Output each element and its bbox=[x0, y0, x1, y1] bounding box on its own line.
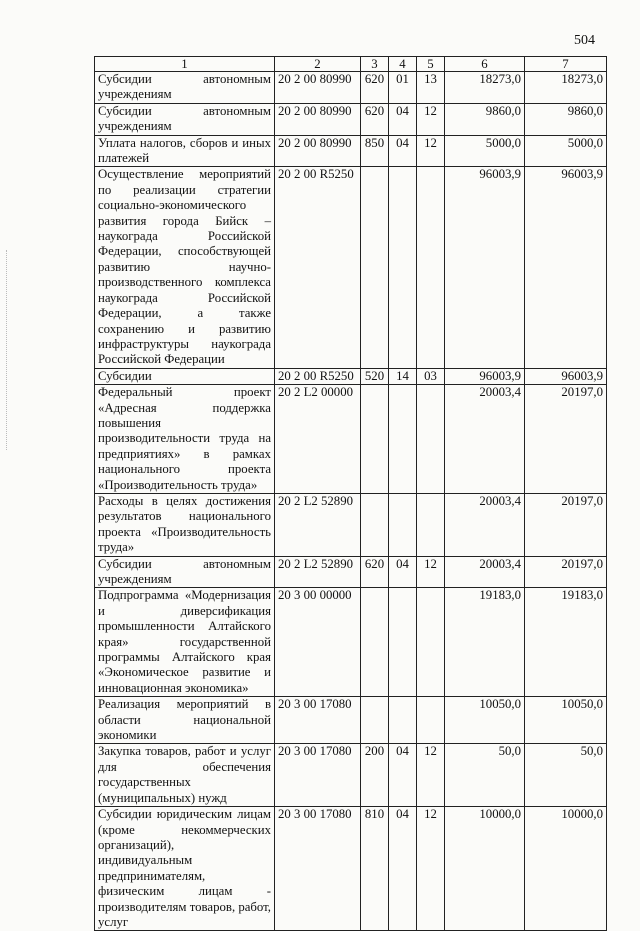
row-sum2-cell: 18273,0 bbox=[525, 72, 607, 104]
row-code-cell: 20 2 L2 52890 bbox=[275, 556, 361, 588]
table-row bbox=[95, 556, 607, 588]
row-sum2-cell: 20197,0 bbox=[525, 556, 607, 588]
row-sum1-cell: 10050,0 bbox=[445, 697, 525, 744]
row-vr-cell bbox=[361, 588, 389, 697]
row-pr-cell bbox=[417, 167, 445, 368]
header-cell-1: 1 bbox=[95, 57, 275, 72]
row-vr-cell: 620 bbox=[361, 103, 389, 135]
row-sum1-cell: 20003,4 bbox=[445, 493, 525, 556]
row-sum1-cell: 9860,0 bbox=[445, 103, 525, 135]
row-pr-cell: 13 bbox=[417, 72, 445, 104]
row-pr-cell: 12 bbox=[417, 103, 445, 135]
row-sum2-cell: 9860,0 bbox=[525, 103, 607, 135]
row-sum2-cell: 20197,0 bbox=[525, 493, 607, 556]
row-rz-cell: 04 bbox=[389, 744, 417, 807]
row-rz-cell: 04 bbox=[389, 135, 417, 167]
row-sum1-cell: 50,0 bbox=[445, 744, 525, 807]
row-name-cell: Субсидии юридическим лицам (кроме некоммерческих организаций), индивидуальным предпринимателям, физическим лицам - производителям товаров, работ, услуг bbox=[95, 807, 275, 931]
table-row bbox=[95, 807, 607, 931]
row-name-cell: Субсидии bbox=[95, 368, 275, 384]
scan-margin-artifact bbox=[6, 250, 9, 450]
table-row bbox=[95, 368, 607, 384]
row-sum2-cell: 5000,0 bbox=[525, 135, 607, 167]
row-pr-cell bbox=[417, 493, 445, 556]
row-rz-cell: 04 bbox=[389, 807, 417, 931]
row-rz-cell bbox=[389, 385, 417, 494]
row-rz-cell bbox=[389, 588, 417, 697]
table-row bbox=[95, 135, 607, 167]
row-vr-cell bbox=[361, 385, 389, 494]
table-row bbox=[95, 493, 607, 556]
row-sum2-cell: 96003,9 bbox=[525, 368, 607, 384]
row-sum1-cell: 10000,0 bbox=[445, 807, 525, 931]
row-sum1-cell: 96003,9 bbox=[445, 368, 525, 384]
header-cell-4: 4 bbox=[389, 57, 417, 72]
row-sum2-cell: 20197,0 bbox=[525, 385, 607, 494]
row-name-cell: Расходы в целях достижения результатов национального проекта «Производительность труда» bbox=[95, 493, 275, 556]
row-code-cell: 20 2 L2 52890 bbox=[275, 493, 361, 556]
row-vr-cell bbox=[361, 167, 389, 368]
table-row bbox=[95, 167, 607, 368]
row-rz-cell: 14 bbox=[389, 368, 417, 384]
row-code-cell: 20 2 00 R5250 bbox=[275, 167, 361, 368]
row-name-cell: Субсидии автономным учреждениям bbox=[95, 556, 275, 588]
row-pr-cell: 12 bbox=[417, 807, 445, 931]
page-number: 504 bbox=[574, 33, 595, 48]
header-cell-7: 7 bbox=[525, 57, 607, 72]
table-row bbox=[95, 385, 607, 494]
header-cell-6: 6 bbox=[445, 57, 525, 72]
budget-table bbox=[94, 56, 607, 931]
row-vr-cell: 620 bbox=[361, 556, 389, 588]
row-code-cell: 20 3 00 00000 bbox=[275, 588, 361, 697]
row-code-cell: 20 3 00 17080 bbox=[275, 744, 361, 807]
row-name-cell: Осуществление мероприятий по реализации стратегии социально-экономического развития города Бийск – наукограда Российской Федерации, способствующей развитию научно-производственного комплекса наукограда Российской Федерации, а также сохранению и развитию инфраструктуры наукограда Российской Федерации bbox=[95, 167, 275, 368]
row-name-cell: Субсидии автономным учреждениям bbox=[95, 72, 275, 104]
row-code-cell: 20 2 00 80990 bbox=[275, 135, 361, 167]
row-vr-cell bbox=[361, 697, 389, 744]
table-row bbox=[95, 103, 607, 135]
row-sum1-cell: 18273,0 bbox=[445, 72, 525, 104]
row-rz-cell bbox=[389, 697, 417, 744]
row-sum1-cell: 20003,4 bbox=[445, 556, 525, 588]
row-pr-cell: 12 bbox=[417, 744, 445, 807]
row-rz-cell bbox=[389, 167, 417, 368]
row-code-cell: 20 2 00 R5250 bbox=[275, 368, 361, 384]
table-row bbox=[95, 72, 607, 104]
row-sum1-cell: 19183,0 bbox=[445, 588, 525, 697]
row-vr-cell bbox=[361, 493, 389, 556]
row-rz-cell: 01 bbox=[389, 72, 417, 104]
row-name-cell: Закупка товаров, работ и услуг для обеспечения государственных (муниципальных) нужд bbox=[95, 744, 275, 807]
row-code-cell: 20 2 00 80990 bbox=[275, 103, 361, 135]
row-rz-cell bbox=[389, 493, 417, 556]
row-code-cell: 20 3 00 17080 bbox=[275, 807, 361, 931]
row-pr-cell bbox=[417, 588, 445, 697]
row-rz-cell: 04 bbox=[389, 103, 417, 135]
row-code-cell: 20 2 L2 00000 bbox=[275, 385, 361, 494]
row-vr-cell: 850 bbox=[361, 135, 389, 167]
row-name-cell: Федеральный проект «Адресная поддержка повышения производительности труда на предприятиях» в рамках национального проекта «Производительность труда» bbox=[95, 385, 275, 494]
row-code-cell: 20 2 00 80990 bbox=[275, 72, 361, 104]
table-row bbox=[95, 697, 607, 744]
row-pr-cell bbox=[417, 697, 445, 744]
row-pr-cell bbox=[417, 385, 445, 494]
header-cell-3: 3 bbox=[361, 57, 389, 72]
row-sum2-cell: 96003,9 bbox=[525, 167, 607, 368]
header-cell-2: 2 bbox=[275, 57, 361, 72]
row-sum2-cell: 50,0 bbox=[525, 744, 607, 807]
row-sum2-cell: 10050,0 bbox=[525, 697, 607, 744]
row-name-cell: Субсидии автономным учреждениям bbox=[95, 103, 275, 135]
row-vr-cell: 810 bbox=[361, 807, 389, 931]
row-name-cell: Уплата налогов, сборов и иных платежей bbox=[95, 135, 275, 167]
table-body bbox=[95, 72, 607, 931]
row-sum2-cell: 10000,0 bbox=[525, 807, 607, 931]
row-sum2-cell: 19183,0 bbox=[525, 588, 607, 697]
row-name-cell: Реализация мероприятий в области национальной экономики bbox=[95, 697, 275, 744]
row-sum1-cell: 5000,0 bbox=[445, 135, 525, 167]
row-code-cell: 20 3 00 17080 bbox=[275, 697, 361, 744]
header-cell-5: 5 bbox=[417, 57, 445, 72]
row-vr-cell: 520 bbox=[361, 368, 389, 384]
row-rz-cell: 04 bbox=[389, 556, 417, 588]
table-header-row bbox=[95, 57, 607, 72]
row-name-cell: Подпрограмма «Модернизация и диверсификация промышленности Алтайского края» государственной программы Алтайского края «Экономическое развитие и инновационная экономика» bbox=[95, 588, 275, 697]
row-pr-cell: 03 bbox=[417, 368, 445, 384]
row-vr-cell: 620 bbox=[361, 72, 389, 104]
table-row bbox=[95, 744, 607, 807]
row-vr-cell: 200 bbox=[361, 744, 389, 807]
table-row bbox=[95, 588, 607, 697]
row-pr-cell: 12 bbox=[417, 135, 445, 167]
row-pr-cell: 12 bbox=[417, 556, 445, 588]
row-sum1-cell: 96003,9 bbox=[445, 167, 525, 368]
row-sum1-cell: 20003,4 bbox=[445, 385, 525, 494]
